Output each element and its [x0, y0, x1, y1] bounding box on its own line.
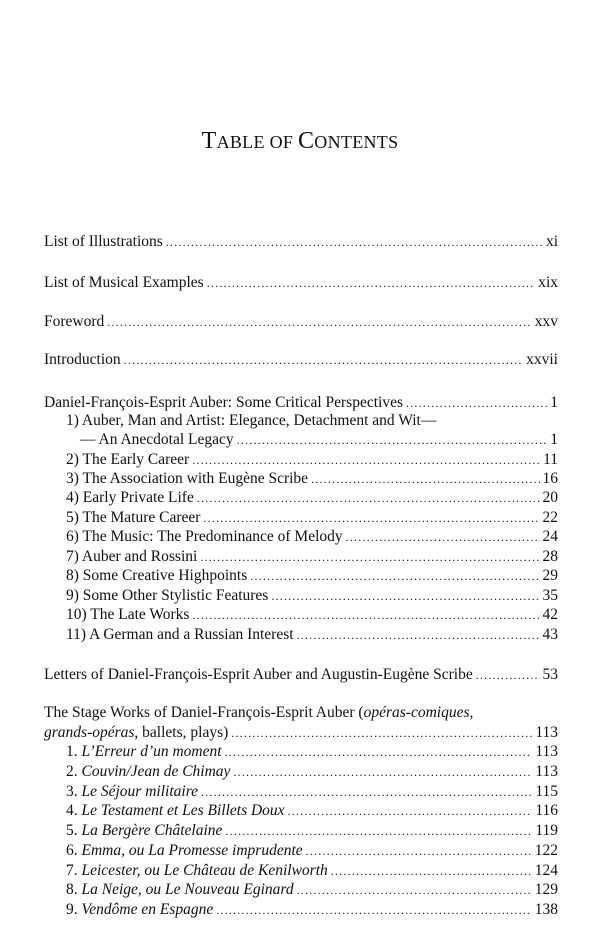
toc-entry-list-of-musical-examples[interactable]: List of Musical Examples ..... xix [44, 273, 558, 293]
dot-leader [306, 841, 532, 861]
toc-entry-stage-works-line1[interactable]: The Stage Works of Daniel-François-Esprit Auber (opéras-comiques, [44, 704, 474, 721]
toc-entry-stage-works[interactable]: grands-opéras, ballets, plays) ..... 113 [44, 723, 558, 743]
toc-subentry[interactable]: 4) Early Private Life ..... 20 [66, 488, 558, 508]
dot-leader [406, 393, 547, 413]
toc-subentry[interactable]: 3) The Association with Eugène Scribe ..... 16 [66, 469, 558, 489]
toc-work-entry[interactable]: 1. L’Erreur d’un moment ..... 113 [66, 742, 558, 762]
dot-leader [192, 605, 539, 625]
dot-leader [207, 273, 535, 293]
dot-leader [233, 762, 532, 782]
toc-subentry[interactable]: 10) The Late Works ..... 42 [66, 605, 558, 625]
dot-leader [203, 508, 539, 528]
toc-work-entry[interactable]: 7. Leicester, ou Le Château de Kenilworth ..... 124 [66, 861, 558, 881]
dot-leader [311, 469, 539, 489]
toc-entry-foreword[interactable]: Foreword ..... xxv [44, 312, 558, 332]
dot-leader [200, 547, 539, 567]
toc-work-entry[interactable]: 5. La Bergère Châtelaine ..... 119 [66, 821, 558, 841]
dot-leader [124, 350, 524, 370]
dot-leader [476, 665, 540, 685]
toc-subentry-line: 1) Auber, Man and Artist: Elegance, Detachment and Wit— [66, 412, 437, 429]
toc-work-entry[interactable]: 4. Le Testament et Les Billets Doux ..... 116 [66, 801, 558, 821]
toc-subentry[interactable]: 7) Auber and Rossini ..... 28 [66, 547, 558, 567]
toc-work-entry[interactable]: 2. Couvin/Jean de Chimay ..... 113 [66, 762, 558, 782]
dot-leader [225, 821, 532, 841]
dot-leader [331, 861, 532, 881]
toc-entry-critical-perspectives[interactable]: Daniel-François-Esprit Auber: Some Critical Perspectives ..... 1 [44, 393, 558, 413]
dot-leader [197, 488, 540, 508]
dot-leader [216, 900, 532, 920]
toc-entry-introduction[interactable]: Introduction ..... xxvii [44, 350, 558, 370]
page-title: TABLE OF CONTENTS [201, 128, 399, 154]
dot-leader [271, 586, 539, 606]
dot-leader [250, 566, 539, 586]
dot-leader [201, 782, 532, 802]
toc-work-entry[interactable]: 3. Le Séjour militaire ..... 115 [66, 782, 558, 802]
toc-subentry[interactable]: 5) The Mature Career ..... 22 [66, 508, 558, 528]
toc-entry-list-of-illustrations[interactable]: List of Illustrations ..... xi [44, 232, 558, 252]
toc-subentry[interactable]: 2) The Early Career ..... 11 [66, 450, 558, 470]
toc-work-entry[interactable]: 9. Vendôme en Espagne ..... 138 [66, 900, 558, 920]
dot-leader [346, 527, 540, 547]
toc-work-entry[interactable]: 8. La Neige, ou Le Nouveau Eginard ..... 129 [66, 880, 558, 900]
toc-work-entry[interactable]: 6. Emma, ou La Promesse imprudente ..... 122 [66, 841, 558, 861]
dot-leader [107, 312, 531, 332]
toc-subentry[interactable]: 11) A German and a Russian Interest ..... 43 [66, 625, 558, 645]
toc-entry-letters[interactable]: Letters of Daniel-François-Esprit Auber and Augustin-Eugène Scribe ..... 53 [44, 665, 558, 685]
dot-leader [237, 430, 548, 450]
toc-subentry[interactable]: 6) The Music: The Predominance of Melody ..... 24 [66, 527, 558, 547]
dot-leader [166, 232, 543, 252]
dot-leader [297, 625, 540, 645]
dot-leader [225, 742, 533, 762]
dot-leader [192, 450, 540, 470]
dot-leader [288, 801, 533, 821]
dot-leader [297, 880, 532, 900]
toc-subentry[interactable]: 9) Some Other Stylistic Features ..... 35 [66, 586, 558, 606]
toc-subentry-anecdotal-legacy[interactable]: — An Anecdotal Legacy ..... 1 [80, 430, 558, 450]
toc-subentry[interactable]: 8) Some Creative Highpoints ..... 29 [66, 566, 558, 586]
dot-leader [231, 723, 532, 743]
